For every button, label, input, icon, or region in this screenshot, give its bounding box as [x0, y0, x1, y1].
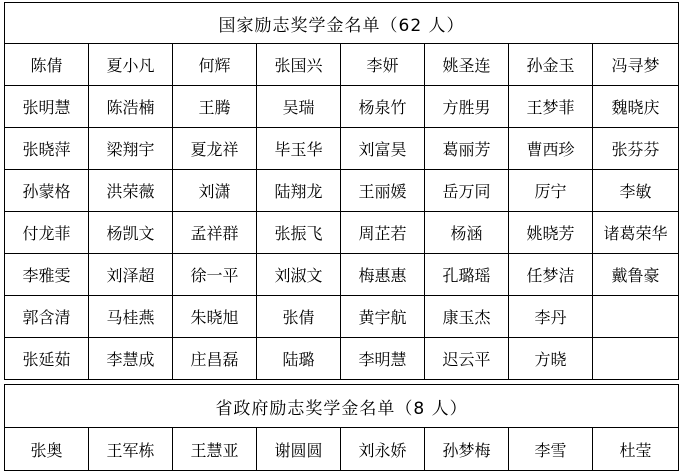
name-cell: 王梦菲 — [509, 86, 593, 128]
name-cell: 杨泉竹 — [341, 86, 425, 128]
name-cell: 冯寻梦 — [593, 44, 679, 86]
name-cell: 周芷若 — [341, 212, 425, 254]
provincial-title-row — [5, 385, 679, 428]
name-cell: 梅惠惠 — [341, 254, 425, 296]
name-cell: 刘泽超 — [89, 254, 173, 296]
name-cell: 张奥 — [5, 428, 89, 471]
name-cell: 杨涵 — [425, 212, 509, 254]
name-cell: 李妍 — [341, 44, 425, 86]
name-cell: 吴瑞 — [257, 86, 341, 128]
name-cell: 张振飞 — [257, 212, 341, 254]
name-cell: 任梦洁 — [509, 254, 593, 296]
name-cell: 朱晓旭 — [173, 296, 257, 338]
name-cell: 马桂燕 — [89, 296, 173, 338]
name-cell: 岳万同 — [425, 170, 509, 212]
name-cell: 王慧亚 — [173, 428, 257, 471]
name-cell: 陈倩 — [5, 44, 89, 86]
national-name-row — [5, 86, 679, 128]
name-cell: 刘潇 — [173, 170, 257, 212]
national-name-row — [5, 296, 679, 338]
national-name-row — [5, 44, 679, 86]
name-cell: 洪荣薇 — [89, 170, 173, 212]
name-cell: 李慧成 — [89, 338, 173, 380]
name-cell: 厉宁 — [509, 170, 593, 212]
name-cell: 刘淑文 — [257, 254, 341, 296]
national-title: 国家励志奖学金名单（62 人） — [5, 3, 679, 44]
name-cell: 方胜男 — [425, 86, 509, 128]
name-cell: 康玉杰 — [425, 296, 509, 338]
name-cell: 梁翔宇 — [89, 128, 173, 170]
national-name-row — [5, 170, 679, 212]
name-cell: 刘永娇 — [341, 428, 425, 471]
name-cell: 曹西珍 — [509, 128, 593, 170]
name-cell: 李雪 — [509, 428, 593, 471]
name-cell: 谢圆圆 — [257, 428, 341, 471]
name-cell: 张明慧 — [5, 86, 89, 128]
name-cell: 张延茹 — [5, 338, 89, 380]
name-cell: 姚圣连 — [425, 44, 509, 86]
name-cell: 李明慧 — [341, 338, 425, 380]
name-cell: 诸葛荣华 — [593, 212, 679, 254]
national-scholarship-table — [4, 2, 679, 380]
name-cell: 徐一平 — [173, 254, 257, 296]
name-cell: 张芬芬 — [593, 128, 679, 170]
name-cell: 刘富昊 — [341, 128, 425, 170]
name-cell: 陆翔龙 — [257, 170, 341, 212]
national-name-row — [5, 338, 679, 380]
national-title-row — [5, 3, 679, 44]
name-cell: 孙金玉 — [509, 44, 593, 86]
provincial-name-row — [5, 428, 679, 471]
name-cell: 夏龙祥 — [173, 128, 257, 170]
name-cell: 何辉 — [173, 44, 257, 86]
name-cell: 魏晓庆 — [593, 86, 679, 128]
name-cell: 毕玉华 — [257, 128, 341, 170]
name-cell: 王军栋 — [89, 428, 173, 471]
name-cell: 葛丽芳 — [425, 128, 509, 170]
name-cell: 迟云平 — [425, 338, 509, 380]
name-cell: 孔璐瑶 — [425, 254, 509, 296]
national-name-row — [5, 128, 679, 170]
provincial-title: 省政府励志奖学金名单（8 人） — [5, 385, 679, 428]
name-cell: 李敏 — [593, 170, 679, 212]
national-name-row — [5, 212, 679, 254]
name-cell: 付龙菲 — [5, 212, 89, 254]
national-name-row — [5, 254, 679, 296]
name-cell: 夏小凡 — [89, 44, 173, 86]
name-cell: 庄昌磊 — [173, 338, 257, 380]
name-cell — [593, 296, 679, 338]
name-cell: 张晓萍 — [5, 128, 89, 170]
name-cell: 陆璐 — [257, 338, 341, 380]
name-cell: 孟祥群 — [173, 212, 257, 254]
name-cell: 张国兴 — [257, 44, 341, 86]
name-cell: 李雅雯 — [5, 254, 89, 296]
name-cell: 杨凯文 — [89, 212, 173, 254]
name-cell: 孙蒙格 — [5, 170, 89, 212]
name-cell: 陈浩楠 — [89, 86, 173, 128]
name-cell: 郭含清 — [5, 296, 89, 338]
name-cell: 黄宇航 — [341, 296, 425, 338]
name-cell: 方晓 — [509, 338, 593, 380]
name-cell: 王丽媛 — [341, 170, 425, 212]
name-cell: 王腾 — [173, 86, 257, 128]
name-cell: 张倩 — [257, 296, 341, 338]
name-cell: 杜莹 — [593, 428, 679, 471]
name-cell: 李丹 — [509, 296, 593, 338]
name-cell — [593, 338, 679, 380]
name-cell: 孙梦梅 — [425, 428, 509, 471]
name-cell: 姚晓芳 — [509, 212, 593, 254]
provincial-scholarship-table — [4, 384, 679, 471]
name-cell: 戴鲁豪 — [593, 254, 679, 296]
